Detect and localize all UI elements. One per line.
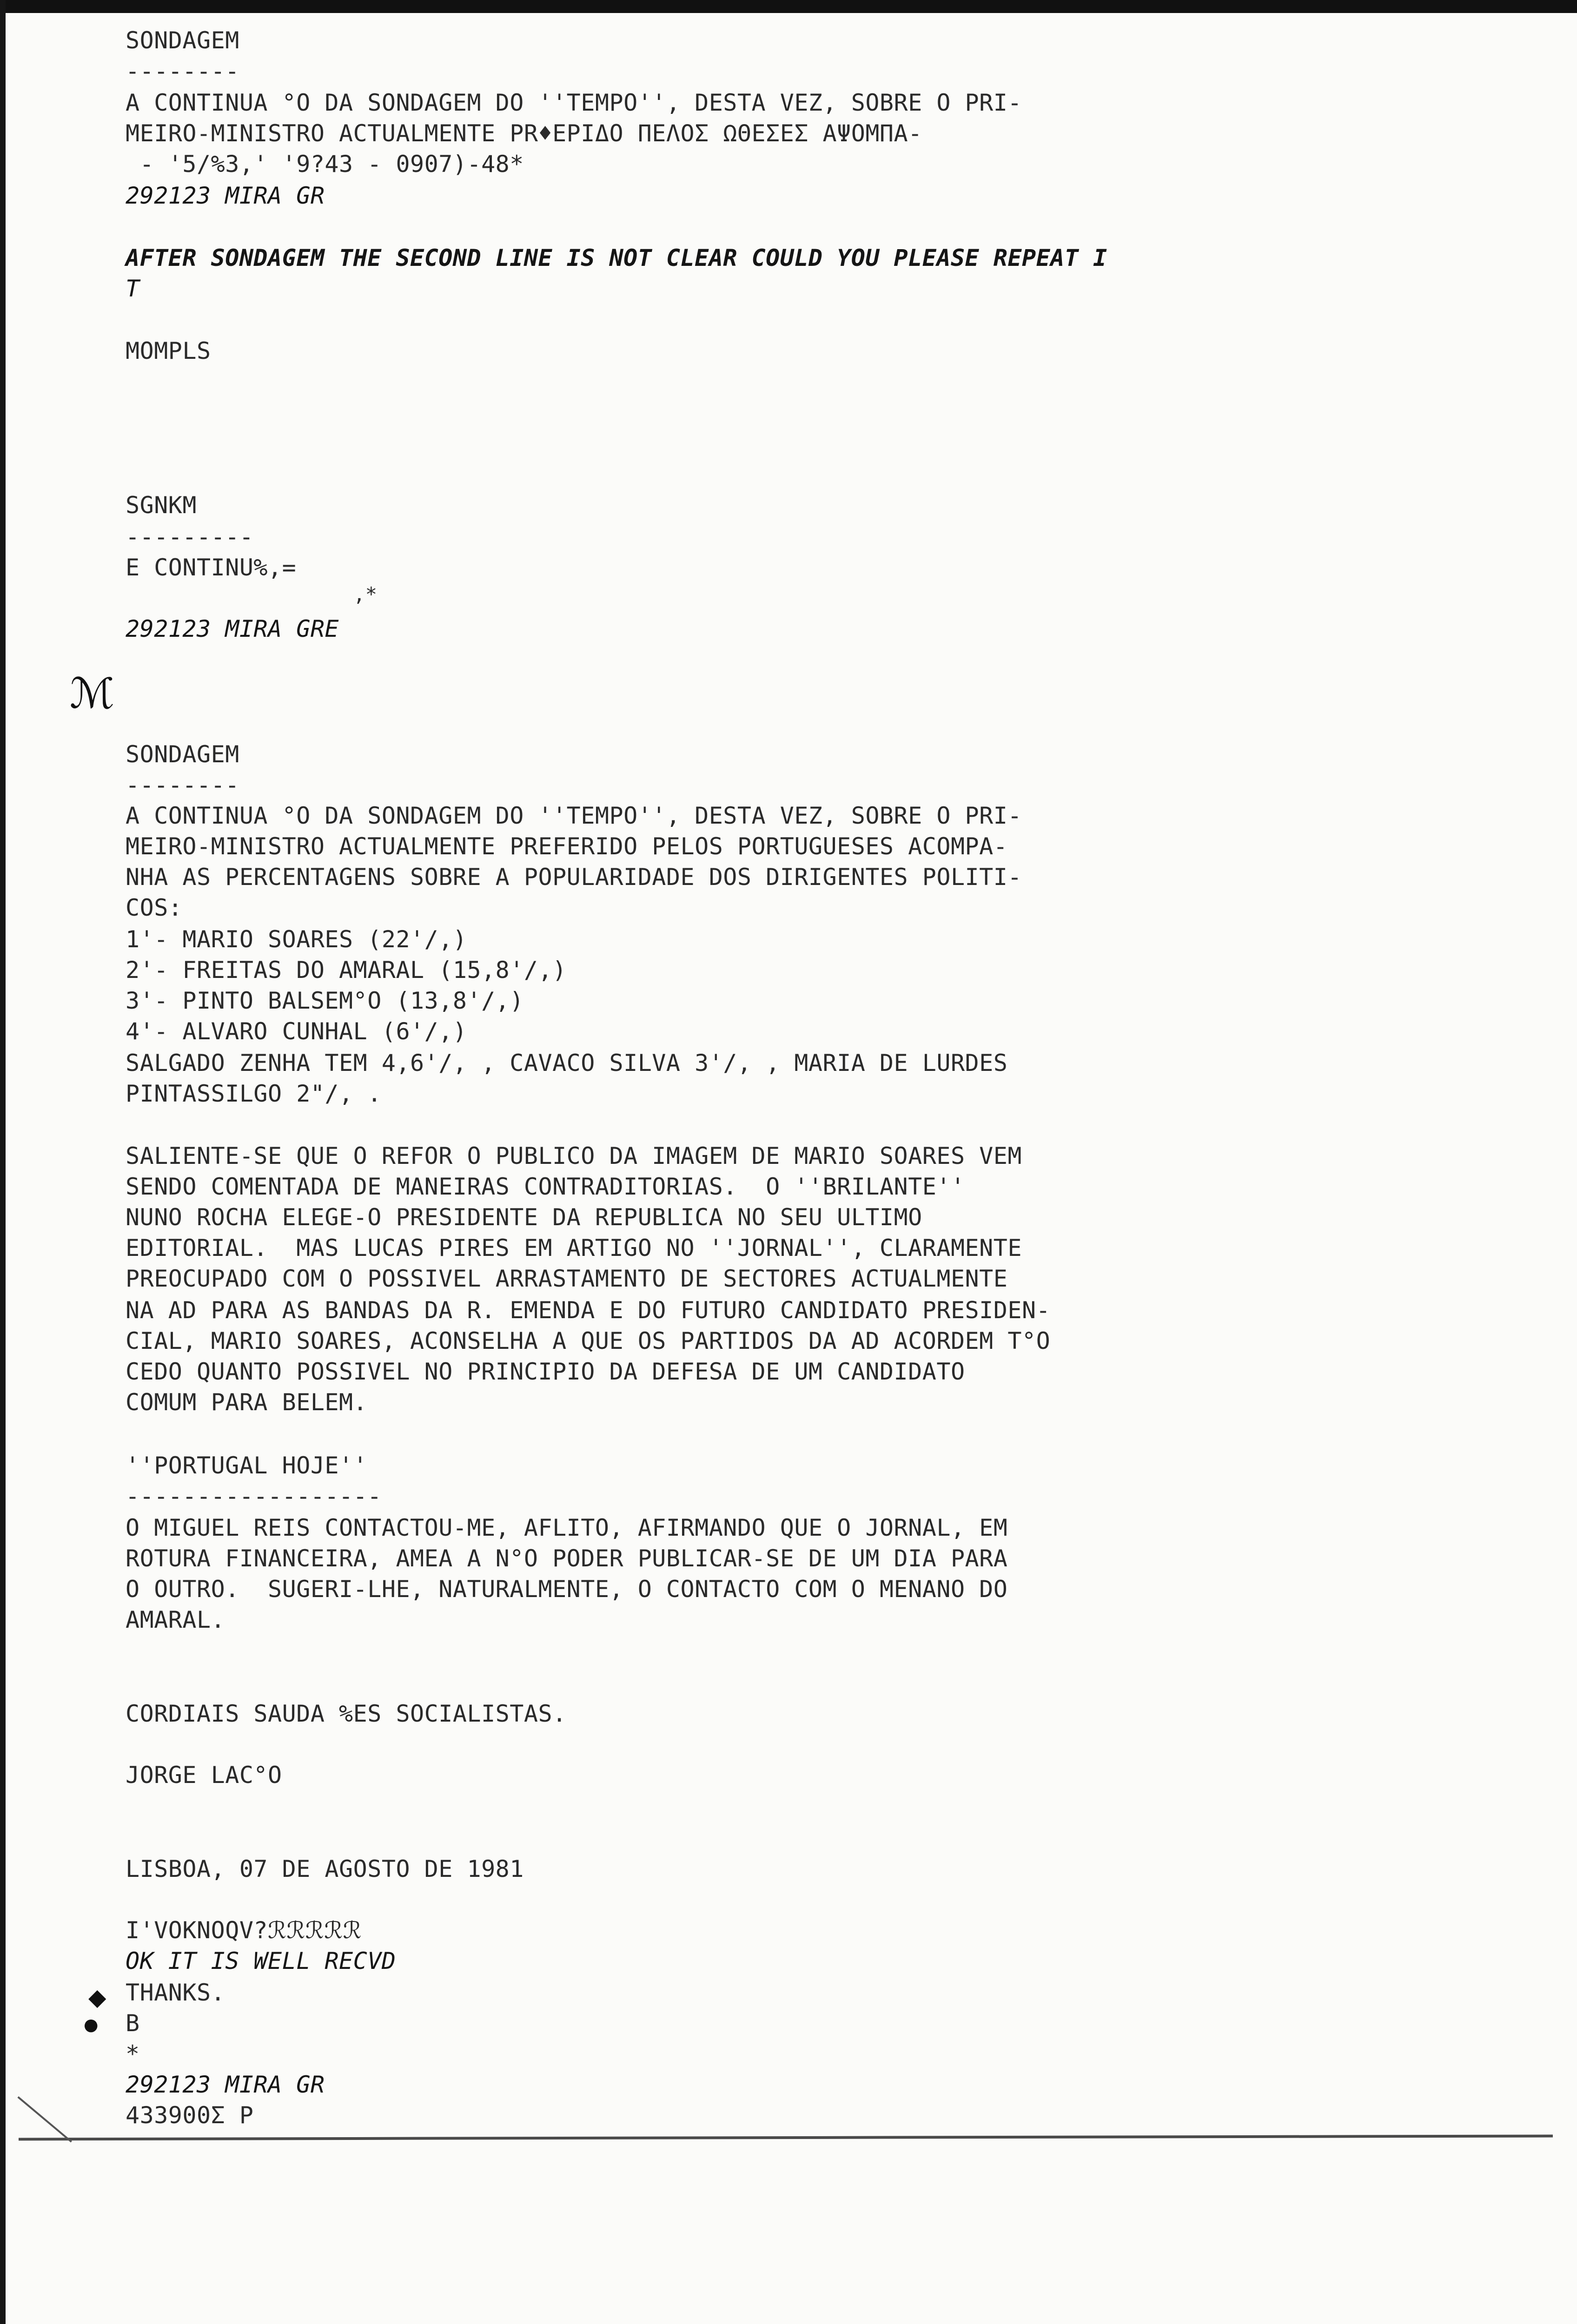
star-line: *	[126, 2040, 140, 2067]
message1-sender: 292123 MIRA GR	[126, 182, 325, 209]
message3-rule: --------	[126, 772, 239, 799]
commentary-line-1: SALIENTE-SE QUE O REFOR O PUBLICO DA IMAGEM DE MARIO SOARES VEM	[126, 1142, 1022, 1169]
tear-edge	[17, 2096, 72, 2142]
commentary-line-6: NA AD PARA AS BANDAS DA R. EMENDA E DO FUTURO CANDIDATO PRESIDEN-	[126, 1297, 1051, 1324]
pen-mark-icon: ◆	[88, 1984, 106, 2011]
message2-line: E CONTINU%,=	[126, 554, 297, 581]
code-line: I'VOKNOQV?ℛℛℛℛℛ	[126, 1917, 362, 1944]
intro-line-4: COS:	[126, 894, 183, 921]
tear-line	[19, 2135, 1553, 2141]
thanks-line: THANKS.	[126, 1979, 225, 2006]
reply1-line-2: T	[126, 275, 140, 302]
commentary-line-8: CEDO QUANTO POSSIVEL NO PRINCIPIO DA DEFESA DE UM CANDIDATO	[126, 1358, 965, 1385]
message1-line-1: A CONTINUA °O DA SONDAGEM DO ''TEMPO'', DESTA VEZ, SOBRE O PRI-	[126, 89, 1022, 116]
top-edge	[0, 0, 1577, 13]
intro-line-3: NHA AS PERCENTAGENS SOBRE A POPULARIDADE DOS DIRIGENTES POLITI-	[126, 864, 1022, 891]
answerback-line: 433900Σ P	[126, 2102, 254, 2129]
left-edge	[0, 0, 6, 2324]
commentary-line-7: CIAL, MARIO SOARES, ACONSELHA A QUE OS PARTIDOS DA AD ACORDEM T°O	[126, 1327, 1051, 1354]
section-line-3: O OUTRO. SUGERI-LHE, NATURALMENTE, O CONTACTO COM O MENANO DO	[126, 1576, 1008, 1603]
section-line-2: ROTURA FINANCEIRA, AMEA A N°O PODER PUBLICAR-SE DE UM DIA PARA	[126, 1545, 1008, 1572]
others-line-1: SALGADO ZENHA TEM 4,6'/, , CAVACO SILVA 3'/, , MARIA DE LURDES	[126, 1050, 1008, 1076]
commentary-line-4: EDITORIAL. MAS LUCAS PIRES EM ARTIGO NO ''JORNAL'', CLARAMENTE	[126, 1235, 1022, 1261]
intro-line-1: A CONTINUA °O DA SONDAGEM DO ''TEMPO'', DESTA VEZ, SOBRE O PRI-	[126, 802, 1022, 829]
reply1-line-1: AFTER SONDAGEM THE SECOND LINE IS NOT CLEAR COULD YOU PLEASE REPEAT I	[126, 244, 1107, 271]
section-rule: ------------------	[126, 1483, 382, 1510]
message1-line-3: - '5/%3,' '9?43 - 0907)-48*	[126, 151, 524, 178]
message3-heading: SONDAGEM	[126, 741, 239, 768]
commentary-line-5: PREOCUPADO COM O POSSIVEL ARRASTAMENTO DE SECTORES ACTUALMENTE	[126, 1265, 1008, 1292]
message1-heading: SONDAGEM	[126, 27, 239, 54]
ranking-item-2: 2'- FREITAS DO AMARAL (15,8'/,)	[126, 957, 567, 984]
ranking-item-1: 1'- MARIO SOARES (22'/,)	[126, 926, 467, 953]
ranking-item-3: 3'- PINTO BALSEM°O (13,8'/,)	[126, 987, 524, 1014]
tail-sender: 292123 MIRA GR	[126, 2071, 325, 2098]
intro-line-2: MEIRO-MINISTRO ACTUALMENTE PREFERIDO PELOS PORTUGUESES ACOMPA-	[126, 833, 1008, 860]
message2-rule: ---------	[126, 523, 254, 550]
section-line-4: AMARAL.	[126, 1606, 225, 1633]
section-line-1: O MIGUEL REIS CONTACTOU-ME, AFLITO, AFIRMANDO QUE O JORNAL, EM	[126, 1514, 1008, 1541]
message2-heading: SGNKM	[126, 492, 197, 519]
commentary-line-9: COMUM PARA BELEM.	[126, 1389, 368, 1416]
message2-marker: ,*	[353, 583, 378, 606]
others-line-2: PINTASSILGO 2"/, .	[126, 1080, 382, 1107]
message1-line-2: MEIRO-MINISTRO ACTUALMENTE PR♦EPIΔO ΠΕΛΟΣ ΩΘΕΣΕΣ AΨOMΠA-	[126, 120, 922, 147]
momentary-line: MOMPLS	[126, 337, 211, 364]
closing-line: CORDIAIS SAUDA %ES SOCIALISTAS.	[126, 1700, 567, 1727]
section-heading: ''PORTUGAL HOJE''	[126, 1452, 368, 1479]
author-line: JORGE LAC°O	[126, 1762, 282, 1789]
dot-mark-icon: ●	[84, 2015, 99, 2034]
b-line: B	[126, 2010, 140, 2037]
ranking-item-4: 4'- ALVARO CUNHAL (6'/,)	[126, 1018, 467, 1045]
handwritten-signature: ℳ	[70, 669, 115, 718]
commentary-line-2: SENDO COMENTADA DE MANEIRAS CONTRADITORIAS. O ''BRILANTE''	[126, 1173, 965, 1200]
dateline: LISBOA, 07 DE AGOSTO DE 1981	[126, 1855, 524, 1882]
commentary-line-3: NUNO ROCHA ELEGE-O PRESIDENTE DA REPUBLICA NO SEU ULTIMO	[126, 1204, 922, 1231]
message2-sender: 292123 MIRA GRE	[126, 615, 339, 642]
ack-line: OK IT IS WELL RECVD	[126, 1948, 396, 1974]
message1-rule: --------	[126, 58, 239, 85]
